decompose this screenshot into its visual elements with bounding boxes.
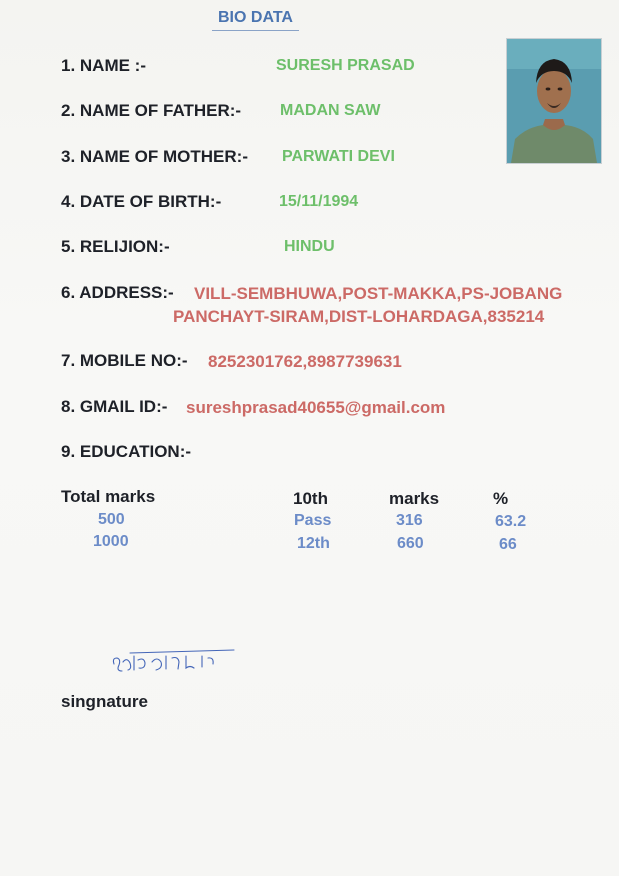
edu-header-marks: marks [389, 489, 440, 508]
signature-scribble-icon [108, 644, 238, 676]
address-line2: PANCHAYT-SIRAM,DIST-LOHARDAGA,835214 [173, 307, 545, 326]
edu-row1-marks: 316 [396, 512, 423, 529]
gmail-value: sureshprasad40655@gmail.com [186, 398, 446, 417]
name-label: 1. NAME :- [61, 56, 146, 75]
page-title: BIO DATA [212, 9, 299, 31]
mobile-value: 8252301762,8987739631 [208, 352, 402, 371]
edu-row2-marks: 660 [397, 535, 424, 552]
gmail-label: 8. GMAIL ID:- [61, 397, 168, 416]
education-label: 9. EDUCATION:- [61, 442, 192, 461]
edu-header-total-marks: Total marks [61, 487, 156, 506]
address-line1: VILL-SEMBHUWA,POST-MAKKA,PS-JOBANG [194, 284, 563, 303]
religion-value: HINDU [284, 238, 335, 255]
edu-header-class: 10th [293, 489, 328, 508]
dob-value: 15/11/1994 [279, 193, 359, 210]
religion-label: 5. RELIJION:- [61, 237, 170, 256]
signature-label: singnature [61, 692, 148, 711]
name-value: SURESH PRASAD [276, 57, 415, 74]
edu-header-percent: % [493, 489, 509, 508]
person-photo-icon [507, 39, 601, 163]
address-label: 6. ADDRESS:- [61, 283, 174, 302]
edu-row2-class: 12th [297, 535, 330, 552]
edu-row2-total: 1000 [93, 533, 129, 550]
profile-photo [506, 38, 602, 164]
mother-name-label: 3. NAME OF MOTHER:- [61, 147, 248, 166]
mobile-label: 7. MOBILE NO:- [61, 351, 188, 370]
edu-row1-percent: 63.2 [495, 513, 527, 530]
edu-row1-class: Pass [294, 512, 332, 529]
father-name-label: 2. NAME OF FATHER:- [61, 101, 242, 120]
mother-name-value: PARWATI DEVI [282, 148, 395, 165]
handwritten-signature [108, 644, 238, 676]
edu-row1-total: 500 [98, 511, 125, 528]
dob-label: 4. DATE OF BIRTH:- [61, 192, 222, 211]
edu-row2-percent: 66 [499, 536, 517, 553]
father-name-value: MADAN SAW [280, 102, 381, 119]
